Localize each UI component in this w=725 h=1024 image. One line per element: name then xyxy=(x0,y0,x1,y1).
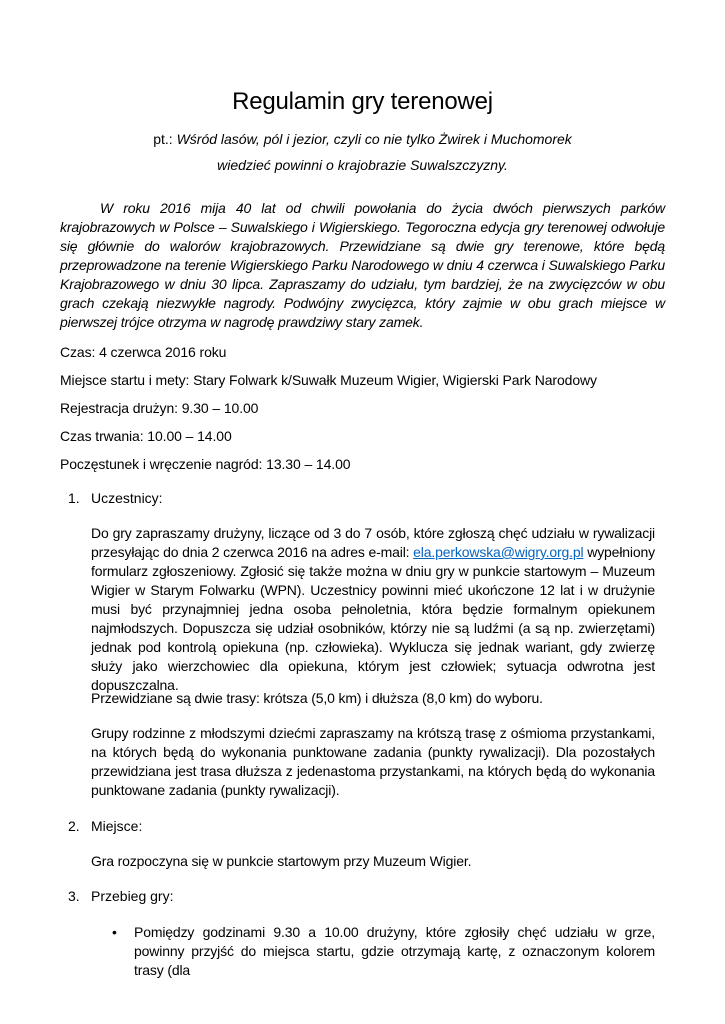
section-1-paragraph-1 xyxy=(91,524,655,695)
section-1-text-before: Do gry zapraszamy drużyny, liczące od 3 do 7 osób, które zgłoszą chęć udziału w rywalizacji przesyłając do dnia 2 czerwca 2016 na adres e-mail: xyxy=(91,525,655,560)
email-link[interactable]: ela.perkowska@wigry.org.pl xyxy=(413,544,584,560)
subtitle-prefix: pt.: xyxy=(153,131,177,147)
section-1-paragraph-3: Grupy rodzinne z młodszymi dziećmi zapraszamy na krótszą trasę z ośmioma przystankami, na których będą do wykonania punktowane zadania (punkty rywalizacji). Dla pozostałych przewidziana jest trasa dłuższa z jedenastoma przystankami, na których będą do wykonania punktowane zadania (punkty rywalizacji). xyxy=(91,725,655,798)
info-poczestunek: Poczęstunek i wręczenie nagród: 13.30 – 14.00 xyxy=(60,456,351,472)
bullet-icon: • xyxy=(112,924,117,940)
section-2-paragraph: Gra rozpoczyna się w punkcie startowym przy Muzeum Wigier. xyxy=(91,853,472,869)
subtitle-line-2: wiedzieć powinni o krajobrazie Suwalszczyzny. xyxy=(217,157,508,173)
intro-paragraph: W roku 2016 mija 40 lat od chwili powołania do życia dwóch pierwszych parków krajobrazowych w Polsce – Suwalskiego i Wigierskiego. Tegoroczna edycja gry terenowej odwołuje się głównie do walorów krajobrazowych. Przewidziane są dwie gry terenowe, które będą przeprowadzone na terenie Wigierskiego Parku Narodowego w dniu 4 czerwca i Suwalskiego Parku Krajobrazowego w dniu 30 lipca. Zapraszamy do udziału, tym bardziej, że na zwycięzców w obu grach czekają niezwykłe nagrody. Podwójny zwycięzca, który zajmie w obu grach miejsce w pierwszej trójce otrzyma w nagrodę prawdziwy stary zamek. xyxy=(60,200,665,330)
info-czas: Czas: 4 czerwca 2016 roku xyxy=(60,344,227,360)
section-2-number: 2. xyxy=(68,818,80,834)
subtitle-line-1 xyxy=(60,129,665,149)
info-rejestracja: Rejestracja drużyn: 9.30 – 10.00 xyxy=(60,400,259,416)
page-title: Regulamin gry terenowej xyxy=(232,88,493,115)
section-1-number: 1. xyxy=(68,490,80,506)
section-1-paragraph-2: Przewidziane są dwie trasy: krótsza (5,0 km) i dłuższa (8,0 km) do wyboru. xyxy=(91,690,543,706)
section-2-heading: Miejsce: xyxy=(91,818,143,834)
section-3-heading: Przebieg gry: xyxy=(91,888,174,904)
info-czas-trwania: Czas trwania: 10.00 – 14.00 xyxy=(60,428,232,444)
section-3-bullet-1: Pomiędzy godzinami 9.30 a 10.00 drużyny, które zgłosiły chęć udziału w grze, powinny przyjść do miejsca startu, gdzie otrzymają kartę, z oznaczonym kolorem trasy (dla xyxy=(134,924,655,978)
section-1-text-after: wypełniony formularz zgłoszeniowy. Zgłosić się także można w dniu gry w punkcie startowym – Muzeum Wigier w Starym Folwarku (WPN). Uczestnicy powinni mieć ukończone 12 lat i w drużynie musi być przynajmniej jedna osoba pełnoletnia, która będzie formalnym opiekunem najmłodszych. Dopuszcza się udział osobników, którzy nie są ludźmi (a są np. zwierzętami) jednak pod kontrolą opiekuna (np. człowieka). Wyklucza się jednak wariant, gdy zwierzę służy jako wierzchowiec dla opiekuna, którym jest człowiek; sytuacja odwrotna jest dopuszczalna. xyxy=(91,544,656,693)
info-miejsce: Miejsce startu i mety: Stary Folwark k/Suwałk Muzeum Wigier, Wigierski Park Narodowy xyxy=(60,372,597,388)
section-3-number: 3. xyxy=(68,888,80,904)
subtitle-text-1: Wśród lasów, pól i jezior, czyli co nie tylko Żwirek i Muchomorek xyxy=(176,131,572,147)
section-1-heading: Uczestnicy: xyxy=(91,490,163,506)
